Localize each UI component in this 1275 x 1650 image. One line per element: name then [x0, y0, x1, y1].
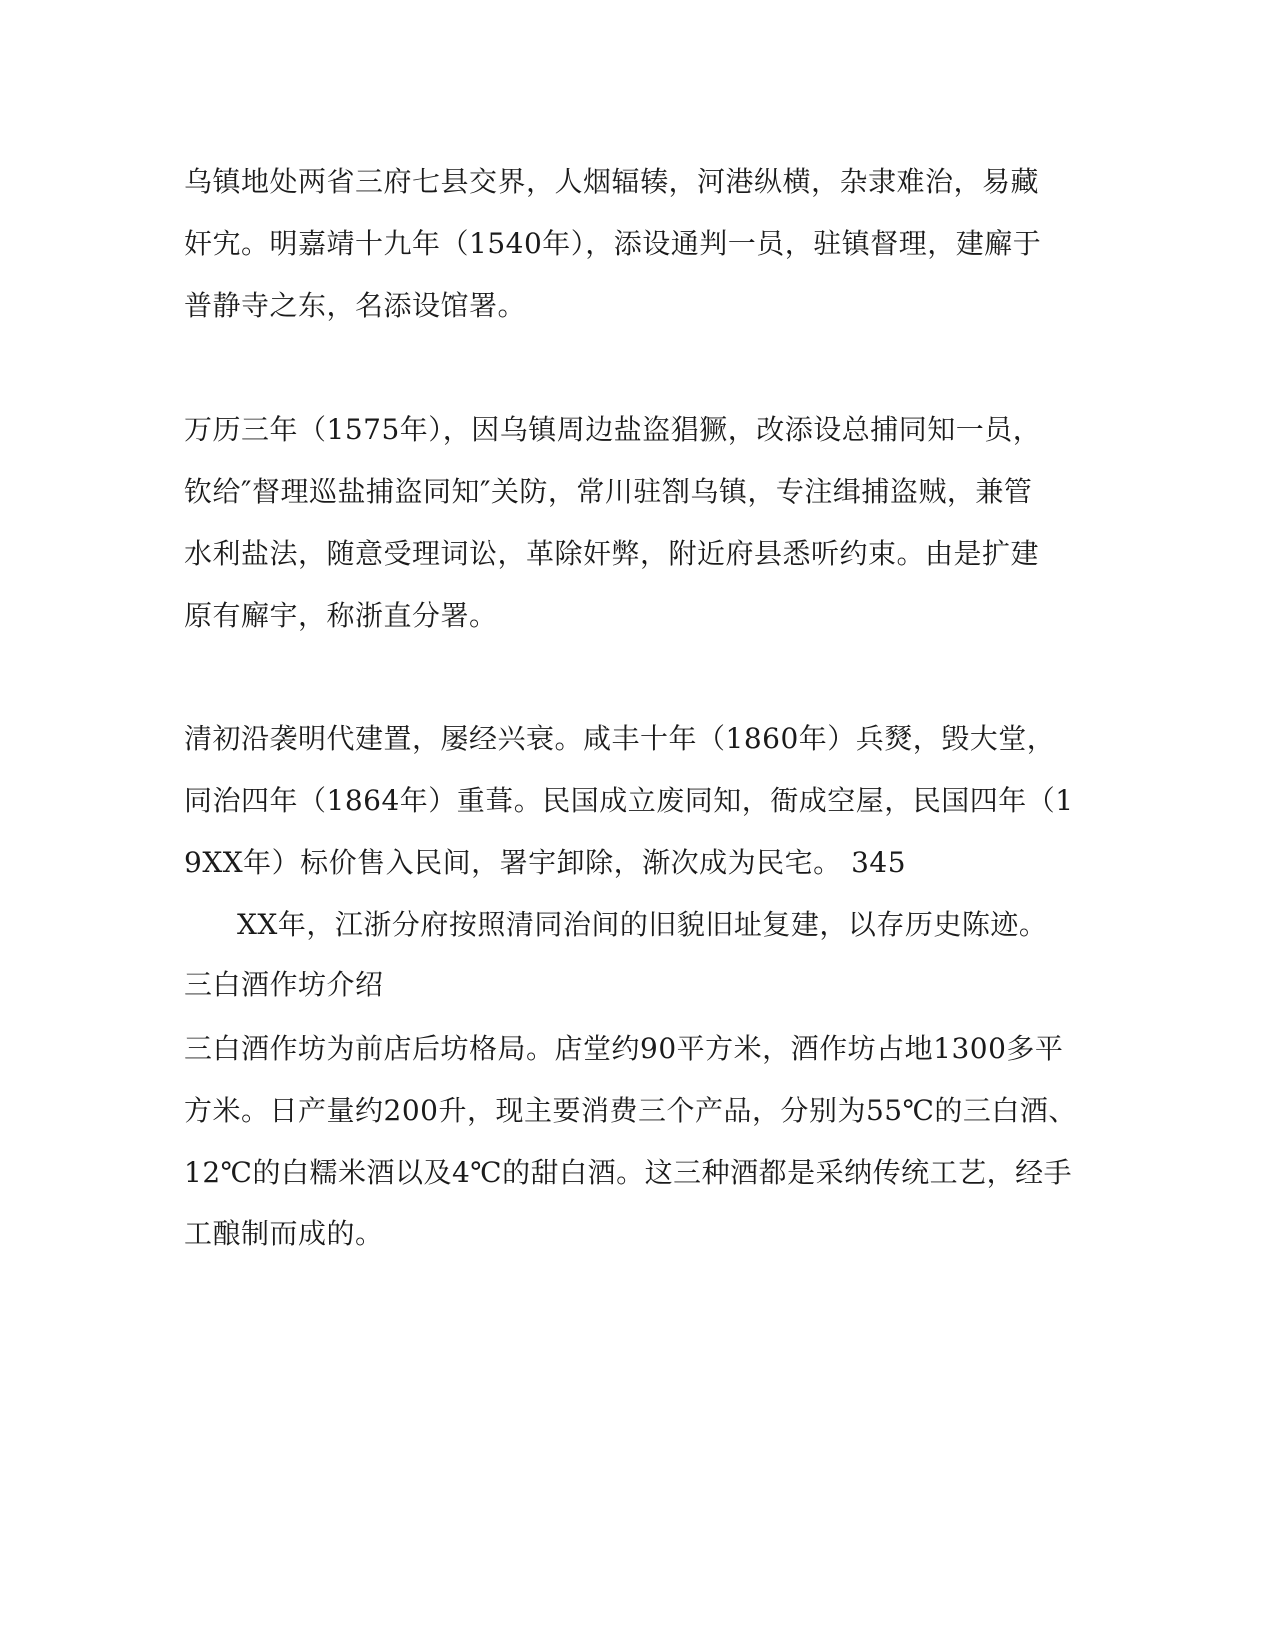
text-line: 清初沿袭明代建置，屡经兴衰。咸丰十年（1860年）兵燹，毁大堂， [184, 722, 1056, 755]
text-line: 乌镇地处两省三府七县交界，人烟辐辏，河港纵横，杂隶难治，易藏 [184, 165, 1040, 198]
text-line: 普静寺之东，名添设馆署。 [184, 289, 527, 322]
section-heading: 三白酒作坊介绍 [184, 968, 384, 1001]
text-line: 奸宄。明嘉靖十九年（1540年），添设通判一员，驻镇督理，建廨于 [184, 227, 1042, 260]
text-line: 三白酒作坊为前店后坊格局。店堂约90平方米，酒作坊占地1300多平 [184, 1032, 1064, 1065]
text-line: 原有廨宇，称浙直分署。 [184, 599, 498, 632]
text-line: 工酿制而成的。 [184, 1217, 384, 1250]
text-line: 万历三年（1575年），因乌镇周边盐盗猖獗，改添设总捕同知一员， [184, 413, 1042, 446]
text-line: 同治四年（1864年）重葺。民国成立废同知，衙成空屋，民国四年（1 [184, 784, 1074, 817]
text-line: 方米。日产量约200升，现主要消费三个产品，分别为55℃的三白酒、 [184, 1094, 1077, 1127]
text-line: 12℃的白糯米酒以及4℃的甜白酒。这三种酒都是采纳传统工艺，经手 [184, 1156, 1073, 1189]
text-line: XX年，江浙分府按照清同治间的旧貌旧址复建，以存历史陈迹。 [237, 908, 1048, 941]
text-line: 钦给″督理巡盐捕盗同知″关防，常川驻劄乌镇，专注缉捕盗贼，兼管 [184, 475, 1033, 508]
text-line: 9XX年）标价售入民间，署宇卸除，渐次成为民宅。 345 [184, 846, 907, 879]
text-line: 水利盐法，随意受理词讼，革除奸弊，附近府县悉听约束。由是扩建 [184, 537, 1040, 570]
